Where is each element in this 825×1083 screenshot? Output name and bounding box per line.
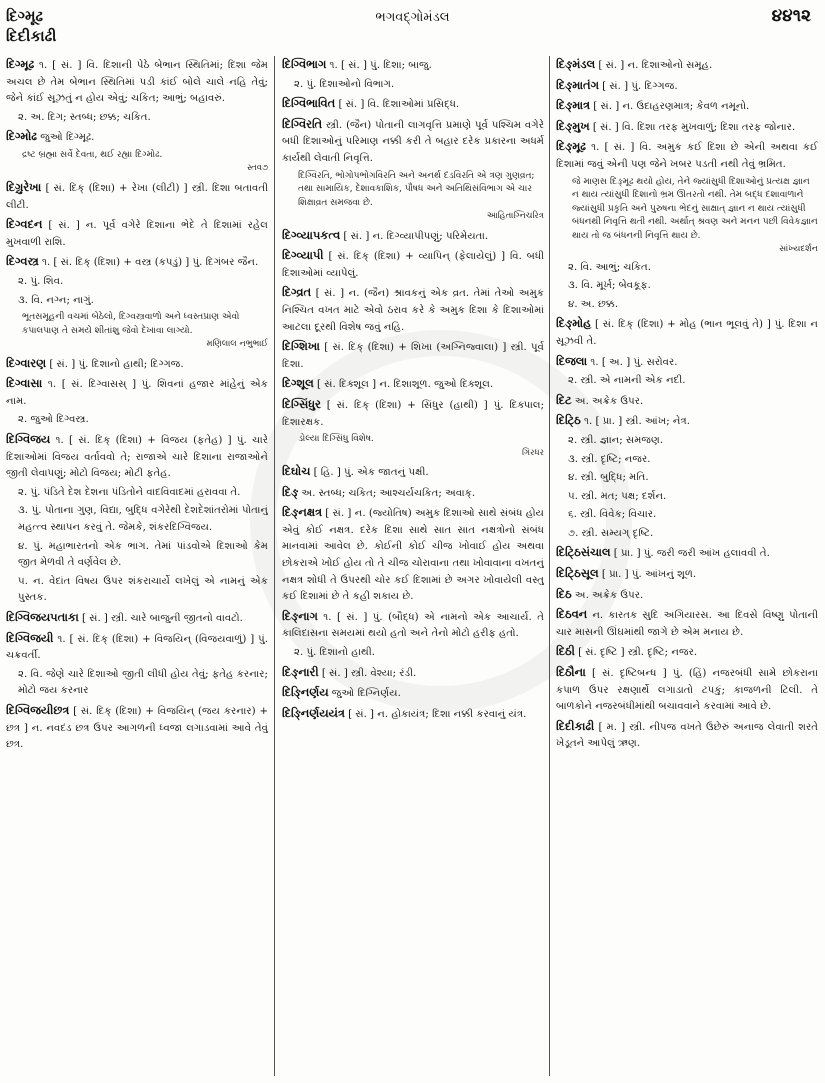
headword: દિગ્મૂઢ [6,57,35,71]
dictionary-entry [556,118,818,137]
citation-quote [22,149,268,176]
sense-item [568,526,818,543]
headword: દિટ્ઠિસંચાલ [556,545,611,560]
headword: દિઙ્નારી [282,664,319,679]
definition-text: [ મ. ] સ્ત્રી. નીપજ વખતે ઉછેરું અનાજ લેવાતી શરતે ખેડૂતને આપેલું ઋણ. [556,721,818,750]
definition-text: ૧. [ અ. ] પું. સરોવર. [587,356,678,368]
definition-text: [ સં. ] વિ. દિશા તરફ મુખવાળું; દિશા તરફ જોનાર. [589,121,796,133]
sense-item [568,260,818,277]
definition-text: ૩. વિ. મૂર્ખ; બેવકૂફ. [568,280,651,292]
dictionary-entry [6,179,268,214]
sense-item [294,77,544,94]
dictionary-entry [6,609,268,628]
headword: દિગ્વારણ [6,355,47,370]
dictionary-entry [556,315,818,350]
sense-item [18,539,268,572]
dictionary-entry [6,375,268,410]
headword: દિઙ્મંડલ [556,57,596,71]
definition-text: ૧. [ સં. ] વિ. અમુક કઈ દિશા છે એની અથવા કઈ દિશામાં જવું એની પણ જેને ખબર પડતી નથી તેવું ભ્રમિત. [556,142,818,170]
dictionary-entry [282,247,544,282]
dictionary-entry [556,565,818,584]
dictionary-entry [556,97,818,116]
definition-text: [ સં. ] પું. દિશાનો હાથી; દિગ્ગજ. [46,358,184,370]
dictionary-entry [556,77,818,96]
headword: દિગ્વદન [6,217,43,232]
dictionary-entry [6,702,268,754]
definition-text: જુઓ દિગ્નિર્ણય. [328,688,401,700]
definition-text: ૧. [ પ્રા. ] સ્ત્રી. આંખ; નેત્ર. [580,416,691,428]
headword: દિટ [556,392,572,407]
dictionary-entry [6,56,268,108]
definition-text: અ. સ્તબ્ધ; ચકિત; આશ્ચર્યચકિત; અવાક્. [298,487,476,499]
sense-item [568,297,818,314]
headword: દિગ્વિજયપતાકા [6,609,79,624]
headword: દિઠવન [556,607,588,622]
definition-text: ૨. અ. દિગ; સ્તબ્ધ; છક્ક; ચકિત. [18,111,151,123]
definition-text: ૪. પું. મહાભારતનો એક ભાગ. તેમાં પાંડવોએ દિશાઓ કેમ જીત મેળવી તે વર્ણવેલ છે. [18,540,268,569]
sense-item [18,412,268,429]
definition-text: [ પ્રા. ] પું. જરી જરી આંખ હલાવવી તે. [610,548,770,560]
definition-text: ૨. પું. દિશાનો હાથી. [294,647,375,659]
dictionary-entry [6,630,268,665]
headword: દિઙ્નક્ષત્ર [282,505,322,520]
headword: દિટ્ઠિસૂલ [556,566,599,581]
definition-text: [ સં. દિક્ (દિશા) + વિજયિન્ (જય કરનાર) + છત્ર ] ન. નવદંડ છત્ર ઉપર આગળની ધ્વજા લગાડવામાં આવે તેવું છત્ર. [6,705,268,751]
definition-text: ૫. ન. વેદાંત વિષય ઉપર શંકરાચાર્યે લખેલું એ નામનું એક પુસ્તક. [18,575,268,604]
definition-text: [ સં. ] ન. પૂર્વ વગેરે દિશાના ભેદે તે દિશામાં રહેલ મુખવાળી રાશિ. [6,220,268,248]
definition-text: ૩. સ્ત્રી. દૃષ્ટિ; નજર. [568,453,651,465]
dictionary-entry [556,353,818,372]
column-2 [282,56,544,1076]
headword: દિગ્વાસા [6,376,43,391]
headword: દિઠ [556,586,572,601]
headword: દિઙ્મુખ [556,118,590,133]
definition-text: [ હિ. ] પું. એક જાતનું પક્ષી. [310,467,429,479]
quote-source: આહિતાગ્નિચરિત્ર [486,211,544,222]
definition-text: [ સં. ] ન. ઉદાહરણમાત્ર; કેવળ નમૂનો. [590,101,750,113]
definition-text: ન. કારતક સુદિ અગિયારસ. આ દિવસે વિષ્ણુ પોતાની ચાર માસની ઊંઘમાંથી જાગે છે એમ મનાય છે. [556,610,818,638]
headword: દિઙ્નાગ [282,608,318,623]
definition-text: [ સં. ] ન. દિગ્વ્યાપીપણું; પરિમેયતા. [340,230,489,242]
sense-item [18,110,268,127]
headword: દિગ્વ્યાપી [282,248,324,263]
definition-text: ૨. સ્ત્રી. એ નામની એક નદી. [568,375,686,387]
sense-item [568,470,818,487]
definition-text: [ સં. ] પું. દિગ્ગજ. [598,80,678,92]
column-divider [274,56,275,1076]
headword: દિગ્વિભાગ [282,57,327,71]
page-number: ૪૪૧૨ [771,6,811,26]
sense-item [18,574,268,607]
headword: દિગ્મોઢ [6,129,37,144]
definition-text: ૨. પું. પંડિતે દેશ દેશના પંડિતોને વાદવિવાદમાં હરાવવા તે. [18,486,241,498]
dictionary-entry [282,463,544,482]
dictionary-entry [556,606,818,641]
citation-quote [298,170,544,224]
definition-text: ૨. પું. દિશાઓનો વિભાગ. [294,78,395,90]
headword: દિઙ્મૂઢ [556,139,586,154]
dictionary-entry [556,412,818,431]
headword: દિઙ્ [282,484,299,499]
definition-text: [ સં. દૃષ્ટિ ] સ્ત્રી. દૃષ્ટિ; નજર. [574,647,698,659]
definition-text: ૧. [ સં. ] પું. દિશા; બાજુ. [326,60,432,71]
dictionary-entry [6,128,268,147]
headword: દિગ્શૂલ [282,376,314,391]
dictionary-entry [282,284,544,336]
sense-item [568,433,818,450]
headword: દિઙ્નિર્ણય [282,685,329,700]
page-header [0,4,825,52]
headword: દિગ્વિજય [6,432,51,446]
quote-text: ભૂતસમૂહની વચમાં બેઠેલો, દિગ્વસ્ત્રવાળો અને ધ્વસ્તપ્રાણ એવો કપાલપાણ તે સમયે શીતાંશુ જેવો દેખાવા લાગ્યો. [22,312,240,336]
quote-text: દિગ્વિરતિ, ભોગોપભોગવિરતિ અને અનર્થ દંડવિરતિ એ ત્રણ ગુણવ્રત; તથા સામાયિક, દેશાવકાશિક, પૌષધ અને અતિથિસંવિભાગ એ ચાર શિક્ષાવ્રત સમજવા છે. [298,170,535,208]
headword: દિગ્વિજયીછત્ર [6,702,70,717]
definition-text: ૧. [ સં. દિક્ (દિશા) + વિજયિન્ (વિજયવાળું) ] પું. ચક્રવર્તી. [6,633,268,662]
quote-source: મણિલાલ નભુભાઈ [206,339,268,350]
dictionary-entry [282,375,544,394]
definition-text: [ સં. ] ન. (જ્યોતિષ) અમુક દિશાઓ સાથે સંબંધ હોય એવું કોઈ નક્ષત્ર. દરેક દિશા સાથે સાત સાત નક્ષત્રોનો સંબંધ માનવામાં આવેલ છે. કોઈની કોઈ ચીજ ખોવાઈ હોય અથવા છોકરાએ ખોઈ હોય તો તે ચીજ ચોરાવાના તથા ખોવાવાના વખતનું નક્ષત્ર શોધી તે ઉપરથી ચોર કઈ દિશામાં છે અગર ખોવાયેલી વસ્તુ કઈ દિશામાં છે તે કહી શકાય છે. [282,508,544,603]
dictionary-entry [556,544,818,563]
dictionary-entry [282,95,544,114]
headword: દિગ્વસ્ત્ર [6,254,39,269]
sense-item [18,274,268,291]
quote-source: સાંખ્યદર્શન [779,244,818,255]
definition-text: [ સં. ] વિ. દિશાઓમાં પ્રસિદ્ધ. [335,99,460,111]
headword: દિઙ્માત્ર [556,98,591,113]
definition-text: ૬. સ્ત્રી. વિવેક; વિચાર. [568,509,657,521]
dictionary-entry [282,684,544,703]
definition-text: ૧. [ સં. ] વિ. દિશાની પેઠે બેભાન સ્થિતિમાં; દિશા જેમ અચલ છે તેમ બેભાન સ્થિતિમાં પડી કાંઈ બોલે ચાલે નહિ તેવું; જેને કાંઈ સૂઝતું ન હોય એવું; ચકિત; આભું; બહાવરું. [6,60,268,105]
headword: દિગ્રુરેખા [6,179,42,194]
definition-text: ૨. પું. શિવ. [18,275,64,287]
definition-text: ૭. સ્ત્રી. સમ્યગ્ દૃષ્ટિ. [568,527,654,539]
definition-text: [ સં. ] ન. દિશાઓનો સમૂહ. [595,60,713,71]
citation-quote [572,176,818,257]
definition-text: ૩. વિ. નગ્ન; નાગું. [18,294,94,306]
headword: દિગ્વ્યાપકત્વ [282,227,341,242]
definition-text: ૩. પું. પોતાના ગુણ, વિદ્યા, બુદ્ધિ વગેરેથી દેશદેશાંતરોમાં પોતાનું મહત્ત્વ સ્થાપન કરવું તે. જેમકે, શંકરદિગ્વિજય. [18,505,268,533]
column-3 [556,56,818,1076]
definition-text: [ સં. દૃષ્ટિબન્ધ ] પું. (હિં) નજરબંધી સામે છોકરાના કપાળ ઉપર રક્ષણાર્થે લગાડાતો ટપકું; કાજળની ટિલી. તે બાળકોને નજરબંધીમાંથી બચાવવાને કરવામાં આવે છે. [556,668,818,713]
dictionary-entry [556,392,818,411]
definition-text: ૨. વિ. જેણે ચારે દિશાઓ જીતી લીધી હોય તેવું; ફતેહ કરનાર; મોટો જય કરનાર [18,668,268,697]
definition-text: ૨. જુઓ દિગ્વસ્ત્ર. [18,414,89,426]
headword: દિઙ્નિર્ણયયંત્ર [282,705,345,720]
dictionary-entry [282,338,544,373]
dictionary-title: ભગવદ્ગોમંડલ [375,10,450,25]
sense-item [18,503,268,536]
definition-text: [ સં. ] ન. (જૈન) શ્રાવકનું એક વ્રત. તેમાં તેઓ અમુક નિશ્ચિત વખત માટે એવો ઠરાવ કરે કે અમુક દિશા કે દિશાઓમાં આટલા દૂરથી વિશેષ જવું નહિ. [282,288,544,333]
definition-text: [ સં. દિક્ (દિશા) + શિખા (અગ્નિજ્વાલા) ] સ્ત્રી. પૂર્વ દિશા. [282,342,544,370]
headword: દિઘોચ [282,464,311,479]
definition-text: ૪. સ્ત્રી. બુદ્ધિ; મતિ. [568,472,649,484]
dictionary-entry [556,56,818,75]
definition-text: [ પ્રા. ] પું. આંખનું શૂળ. [598,569,697,581]
dictionary-entry [282,484,544,503]
dictionary-entry [556,664,818,716]
headword: દિઙ્મોહ [556,316,592,331]
definition-text: ૪. અ. છક્ક. [568,298,619,310]
definition-text: ૧. [ સં. દિગ્વાસસ્ ] પું. શિવનાં હજાર માંહેનું એક નામ. [6,379,268,407]
sense-item [568,278,818,295]
quote-source: સ્તવ૭ [246,163,268,174]
definition-text: [ સં. ] સ્ત્રી. વેશ્યા; રંડી. [318,667,417,679]
guide-words: દિગ્મૂઢ દિદીકાઢી [6,7,57,45]
definition-text: [ સં. દિક્ (દિશા) + મોહ (ભાન ભૂલવું તે) ] પું. દિશા ન સૂઝવી તે. [556,319,818,347]
sense-item [18,293,268,310]
definition-text: [ સં. દિક્ (દિશા) + વ્યાપિન્ (ફેલાયેલું) ] વિ. બધી દિશાઓમાં વ્યાપેલું. [282,251,544,279]
definition-text: ૧. [ સં. દિક્ (દિશા) + વિજય (ફતેહ) ] પું. ચારે દિશાઓમાં વિજય વર્તાવવો તે; રાજાએ ચારે દિશાના રાજાઓને જીતી લેવાપણું; મોટો વિજય; મોટી ફતેહ. [6,435,268,480]
definition-text: અ. અક્રેક ઉપર. [571,395,644,407]
dictionary-entry [6,431,268,483]
headword: દિગ્શિખા [282,339,320,354]
citation-quote [298,433,544,460]
dictionary-entry [282,504,544,606]
dictionary-entry [556,586,818,605]
dictionary-entry [6,355,268,374]
sense-item [568,373,818,390]
dictionary-entry [282,608,544,643]
quote-source: ગિરધર [521,447,544,458]
quote-text: દ્રષ્ટ બ્રહ્મા સર્વે દેવતા, થઈ રહ્યા દિગ્મોઢ. [22,149,163,160]
definition-text: [ સં. દિક્શૂલ ] ન. દિશાશૂળ. જુઓ દિક્શૂલ. [313,379,494,391]
dictionary-entry [556,643,818,662]
column-divider [549,56,550,1076]
headword: દિગ્વિજયી [6,630,54,645]
sense-item [568,452,818,469]
dictionary-entry [556,138,818,173]
definition-text: [ સં. દિક્ (દિશા) + રેખા (લીટી) ] સ્ત્રી. દિશા બતાવતી લીટી. [6,182,268,211]
dictionary-entry [282,56,544,75]
definition-text: ૨. વિ. આભું; ચકિત. [568,261,651,273]
dictionary-entry [6,216,268,251]
sense-item [18,485,268,502]
sense-item [568,489,818,506]
definition-text: અ. અક્રેક ઉપર. [571,589,644,601]
definition-text: [ સં. ] ન. હોકાયંત્ર; દિશા નક્કી કરવાનું યંત્ર. [344,708,527,720]
headword: દિગ્સિંધુર [282,396,321,411]
definition-text: [ સં. ] સ્ત્રી. ચારે બાજુની જીતનો વાવટો. [78,612,243,624]
dictionary-entry [6,253,268,272]
headword: દિગ્વ્રત [282,285,312,300]
definition-text: ૨. સ્ત્રી. જ્ઞાન; સમજણ. [568,434,664,446]
headword: દિગ્વિરતિ [282,116,323,131]
sense-item [294,645,544,662]
citation-quote [22,311,268,352]
dictionary-entry [282,705,544,724]
sense-item [18,667,268,700]
headword: દિજલા [556,353,588,368]
definition-text: સ્ત્રી. (જૈન) પોતાની લાગવૃત્તિ પ્રમાણે પૂર્વ પશ્ચિમ વગેરે બધી દિશાઓનું પરિમાણ નક્કી કરી તે બહાર દરેક પ્રકારના અધર્મ કાર્યથી લેવાતી નિવૃત્તિ. [282,119,544,164]
definition-text: [ સં. દિક્ (દિશા) + સિંધુર (હાથી) ] પું. દિક્પાલ; દિશારક્ષક. [282,399,544,428]
quote-text: જે માણસ દિઙ્મૂઢ થયો હોય, તેને જ્યાંસુધી દિશાઓનું પ્રત્યક્ષ જ્ઞાન ન થાય ત્યાંસુધી દિશાનો ભ્રમ ઊતરતો નથી. તેમ બદ્ધ દશાવાળાને જ્યાંસુધી પ્રકૃતિ અને પુરુષના ભેદનું સાક્ષાત્ જ્ઞાન ન થાય ત્યાંસુધી બંધનથી નિવૃત્તિ થતી નથી. અર્થાત્ શ્રવણ અને મનન પછી વિવેકજ્ઞાન થાય તો જ બંધનની નિવૃત્તિ થાય છે. [572,176,818,241]
definition-text: ૫. સ્ત્રી. મત; પક્ષ; દર્શન. [568,490,667,502]
headword: દિદીકાઢી [556,718,595,733]
headword: દિટ્ઠિ [556,413,581,428]
sense-item [568,507,818,524]
headword: દિગ્વિભાવિત [282,96,336,111]
headword: દિઙ્માતંગ [556,77,599,92]
definition-text: ૧. [ સં. ] પું. (બૌદ્ધ) એ નામનો એક આચાર્ય. તે કાલિદાસના સમયમાં થયો હતો અને તેનો મોટો હરીફ હતો. [282,611,544,640]
dictionary-entry [556,718,818,753]
headword: દિઠી [556,644,575,659]
dictionary-entry [282,116,544,168]
dictionary-entry [282,664,544,683]
dictionary-entry [282,227,544,246]
quote-text: ડોલ્યા દિગ્સિંધુ વિશેષ. [298,434,374,445]
column-1 [6,56,268,1076]
definition-text: ૧. [ સં. દિક્ (દિશા) + વસ્ત્ર (કપડું) ] પું. દિગંબર જૈન. [38,257,259,269]
definition-text: જુઓ દિગ્મૂઢ. [36,132,95,144]
dictionary-entry [282,396,544,431]
headword: દિઠૌના [556,665,586,680]
